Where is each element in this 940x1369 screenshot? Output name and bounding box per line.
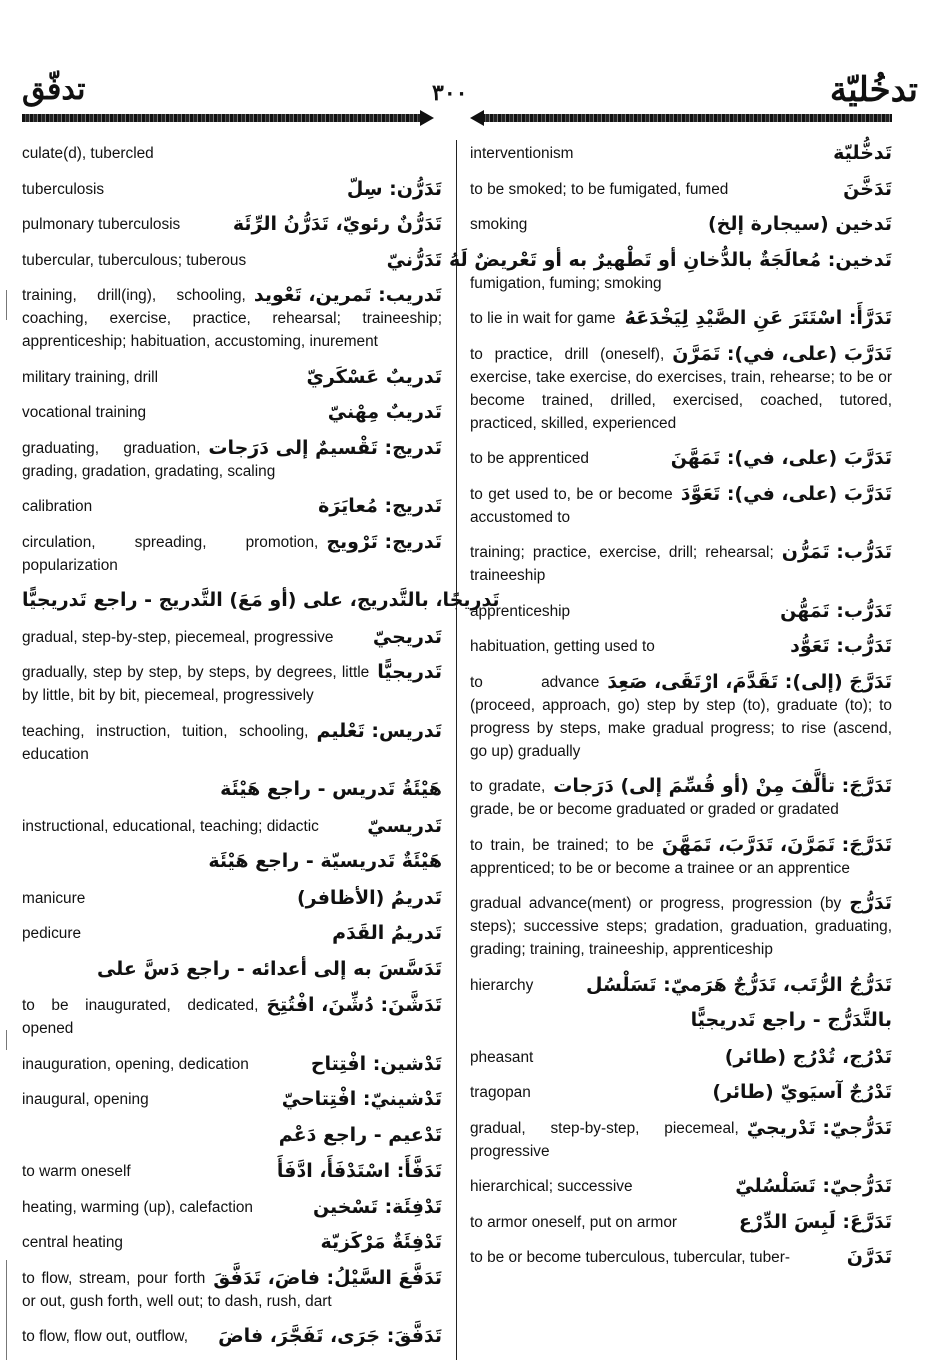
arabic-headword: تَدْفِئَة: تَسْخين: [312, 1195, 442, 1218]
dictionary-entry: [470, 892, 892, 961]
english-definition: to be apprenticed: [470, 450, 589, 467]
arabic-headword: تَدَرَّبَ (على، في): تَمَرَّنَ: [672, 342, 892, 365]
english-definition: to flow, stream, pour forth or out, gush forth, well out; to dash, rush, dart: [22, 1269, 332, 1310]
arabic-headword: هَيْئَةُ تَدريس - راجع هَيْئَة: [220, 778, 442, 800]
dictionary-entry: [22, 778, 442, 802]
dictionary-entry: [22, 994, 442, 1040]
dictionary-entry: [470, 1046, 892, 1069]
arabic-headword: تَدْشينيّ: افْتِتاحيّ: [281, 1088, 442, 1110]
dictionary-entry: [470, 671, 892, 763]
english-definition: inaugural, opening: [22, 1091, 149, 1108]
dictionary-entry: [22, 142, 442, 165]
dictionary-entry: [470, 213, 892, 236]
dictionary-entry: [470, 635, 892, 658]
dictionary-entry: [448, 248, 892, 295]
dictionary-entry: [22, 815, 442, 838]
dictionary-entry: [22, 366, 442, 389]
page-header: [0, 70, 940, 115]
english-definition: circulation, spreading, promotion, popularization: [22, 533, 319, 574]
dictionary-entry: [22, 1267, 442, 1313]
dictionary-entry: [470, 1246, 892, 1269]
dictionary-entry: [22, 1053, 442, 1076]
right-column: [448, 142, 892, 1282]
dictionary-entry: [22, 922, 442, 945]
arabic-headword: تَدَرُّجيّ: تَسَلْسُليّ: [735, 1175, 892, 1197]
english-definition: fumigation, fuming; smoking: [470, 274, 662, 292]
arabic-headword: تَدَرُّب: تَمَرُّن: [781, 541, 892, 563]
arabic-headword: تَدريسيّ: [367, 814, 442, 837]
dictionary-entry: [470, 974, 892, 997]
dictionary-entry: [22, 284, 442, 353]
arabic-headword: تَدَرُّب: تَمَهُّن: [780, 599, 892, 622]
dictionary-entry: [22, 661, 442, 707]
arabic-headword: تَدَرُّب: تَعَوُّد: [790, 635, 892, 657]
arabic-headword: تَدريس: تَعْليم: [316, 719, 442, 742]
arabic-headword: تَدَفَّعَ السَّيْلُ: فاضَ، تَدَفَّقَ: [213, 1266, 442, 1289]
dictionary-entry: [470, 1211, 892, 1234]
arabic-headword: تَدَرُّج: [849, 892, 892, 914]
arabic-headword: تَدريجيّ: [372, 625, 442, 648]
dictionary-entry: [22, 249, 442, 272]
arabic-headword: تَدريمُ (الأظافر): [296, 886, 442, 909]
english-definition: to be smoked; to be fumigated, fumed: [470, 180, 729, 198]
margin-mark: [6, 1260, 7, 1360]
right-guide-word: تدخُليّة: [829, 70, 918, 110]
english-definition: hierarchical; successive: [470, 1178, 633, 1195]
arabic-headword: تَدَرَّجَ: تألَّفَ مِنْ (أو قُسِّمَ إلى) دَرَجات: [553, 775, 892, 797]
arabic-headword: تَدْرُج، تُدْرُج (طائر): [724, 1045, 892, 1068]
english-definition: to flow, flow out, outflow,: [22, 1328, 188, 1345]
dictionary-entry: [470, 1009, 892, 1033]
dictionary-entry: [470, 178, 892, 201]
english-definition: gradually, step by step, by steps, by degrees, little by little, bit by bit, piecemeal, progressively: [22, 664, 370, 704]
dictionary-entry: [470, 307, 892, 330]
arabic-headword: تَدَرُّجُ الرُّتَب، تَدَرُّجٌ هَرَميّ: تَسَلْسُل: [586, 973, 892, 996]
dictionary-entry: [470, 343, 892, 435]
arabic-headword: تَدَفَّقَ: جَرَى، تَفَجَّرَ، فاضَ: [218, 1325, 442, 1347]
english-definition: gradual, step-by-step, piecemeal, progressive: [470, 1119, 739, 1160]
english-definition: to practice, drill (oneself), exercise, take exercise, do exercises, train, rehearse; to be or become trained, drilled, exercised, coached, tutored, practiced, skilled, experienced: [470, 345, 892, 432]
english-definition: tubercular, tuberculous; tuberous: [22, 251, 247, 269]
arabic-headword: تَدَرَّجَ: تَمَرَّنَ، تَدَرَّبَ، تَمَهَّنَ: [661, 833, 892, 856]
dictionary-entry: [22, 626, 442, 649]
arabic-headword: تَدَرُّجيّ: تَدْريجيّ: [746, 1116, 892, 1139]
dictionary-entry: [22, 178, 442, 201]
english-definition: smoking: [470, 216, 528, 233]
arabic-headword: تَدريبٌ عَسْكَريّ: [306, 365, 442, 388]
english-definition: to warm oneself: [22, 1163, 131, 1180]
english-definition: to armor oneself, put on armor: [470, 1213, 678, 1231]
arabic-headword: تَدَرَّأَ: اسْتَتَرَ عَنِ الصَّيْدِ لِيَخْدَعَهُ: [624, 307, 892, 329]
english-definition: graduating, graduation, grading, gradation, gradating, scaling: [22, 439, 276, 480]
arabic-headword: تَدَرَّعَ: لَبِسَ الدِّرْع: [738, 1210, 892, 1233]
arabic-headword: تَدَرَّنَ: [846, 1246, 892, 1268]
english-definition: pheasant: [470, 1048, 534, 1066]
arabic-headword: تَدَرَّبَ (على، في): تَمَهَّنَ: [670, 447, 892, 469]
english-definition: vocational training: [22, 404, 147, 421]
dictionary-entry: [470, 483, 892, 529]
english-definition: instructional, educational, teaching; didactic: [22, 817, 319, 835]
dictionary-entry: [470, 834, 892, 880]
english-definition: to be or become tuberculous, tubercular, tuber-: [470, 1249, 790, 1266]
english-definition: to get used to, be or become accustomed to: [470, 485, 673, 526]
dictionary-entry: [22, 958, 442, 982]
dictionary-entry: [22, 437, 442, 483]
dictionary-entry: [22, 495, 442, 518]
dictionary-entry: [22, 1196, 442, 1219]
arabic-headword: تَدْرُجٌ آسيَويّ (طائر): [712, 1081, 892, 1103]
left-guide-word: تدفّق: [22, 72, 86, 107]
english-definition: gradual, step-by-step, piecemeal, progressive: [22, 628, 334, 646]
arabic-headword: تَدَرُّن: سِلّ: [346, 177, 442, 200]
english-definition: habituation, getting used to: [470, 638, 655, 655]
english-definition: tragopan: [470, 1084, 531, 1101]
dictionary-entry: [22, 213, 442, 236]
english-definition: to advance (proceed, approach, go) step by step (to), graduate (to); to progress by steps, make gradual progress; to rise (ascend, go up) gradually: [470, 673, 892, 760]
english-definition: calibration: [22, 498, 93, 515]
english-definition: to gradate, grade, be or become graduated or graded or gradated: [470, 778, 839, 818]
arabic-headword: تَدريجًا، بالتَّدريج، على (أو مَعَ) التَّدريج - راجع تَدريجيًّا: [22, 589, 500, 611]
english-definition: to lie in wait for game: [470, 310, 616, 327]
english-definition: hierarchy: [470, 976, 534, 994]
dictionary-entry: [470, 775, 892, 821]
dictionary-entry: [470, 541, 892, 587]
arabic-headword: تَدَشَّنَ: دُشِّنَ، افْتُتِحَ: [266, 994, 442, 1016]
english-definition: heating, warming (up), calefaction: [22, 1198, 253, 1216]
english-definition: tuberculosis: [22, 180, 105, 198]
arabic-headword: تَدريبٌ مِهْنيّ: [327, 401, 442, 423]
english-definition: culate(d), tubercled: [22, 145, 154, 162]
dictionary-entry: [22, 1325, 442, 1348]
arabic-headword: تَدريب: تَمرين، تَعْويد: [253, 284, 442, 306]
margin-mark: [6, 290, 7, 320]
dictionary-entry: [22, 1124, 442, 1148]
page-number: ٣٠٠: [432, 80, 468, 106]
arabic-headword: تَدْشين: افْتِتاح: [310, 1052, 442, 1075]
english-definition: pedicure: [22, 925, 82, 942]
arabic-headword: تَدَرَّبَ (على، في): تَعَوَّدَ: [680, 482, 892, 505]
dictionary-entry: [22, 531, 442, 577]
arabic-headword: هَيْئَةٌ تَدريسيّة - راجع هَيْئَة: [208, 850, 442, 872]
dictionary-entry: [470, 1117, 892, 1163]
arabic-headword: تَدريمُ القَدَم: [332, 922, 442, 944]
arabic-headword: تَدَسَّسَ به إلى أعدائه - راجع دَسَّ على: [96, 957, 442, 980]
english-definition: apprenticeship: [470, 602, 571, 620]
arabic-headword: تَدْعيم - راجع دَعْم: [278, 1123, 442, 1146]
dictionary-entry: [22, 850, 442, 874]
english-definition: gradual advance(ment) or progress, progression (by steps); successive steps; gradation, graduation, graduating, grading; training, traineeship, apprenticeship: [470, 895, 892, 958]
arabic-headword: تَدَرُّنيّ: [386, 248, 442, 271]
english-definition: inauguration, opening, dedication: [22, 1055, 249, 1073]
english-definition: interventionism: [470, 145, 574, 162]
arabic-headword: تَدَفَّأَ: اسْتَدْفَأَ، ادَّفَأَ: [276, 1160, 442, 1182]
dictionary-entry: [470, 142, 892, 165]
arabic-headword: تَدَرَّجَ (إلى): تَقَدَّمَ، ارْتَقَى، صَعِدَ: [607, 670, 892, 693]
header-rule-right: [482, 112, 892, 124]
english-definition: central heating: [22, 1234, 123, 1251]
dictionary-entry: [22, 1088, 442, 1111]
dictionary-entry: [22, 720, 442, 766]
english-definition: to be inaugurated, dedicated, opened: [22, 997, 259, 1037]
margin-mark: [6, 1030, 7, 1050]
arabic-headword: بالتَّدَرُّج - راجع تَدريجيًّا: [690, 1009, 892, 1031]
header-rule-left: [22, 112, 422, 124]
arabic-headword: تَدخُّليّة: [833, 142, 892, 164]
arabic-headword: تَدريج: مُعايَرَة: [318, 495, 442, 517]
english-definition: training; practice, exercise, drill; rehearsal; traineeship: [470, 544, 774, 584]
english-definition: military training, drill: [22, 368, 158, 386]
arabic-headword: تَدريج: تَرْويج: [326, 530, 442, 553]
arabic-headword: تَدريج: تَقْسيمٌ إلى دَرَجات: [208, 436, 442, 459]
dictionary-entry: [22, 887, 442, 910]
arabic-headword: تَدَخَّنَ: [843, 177, 892, 200]
dictionary-entry: [470, 1081, 892, 1104]
dictionary-entry: [470, 600, 892, 623]
dictionary-entry: [22, 1160, 442, 1183]
english-definition: training, drill(ing), schooling, coaching, exercise, practice, rehearsal; traineeship; apprenticeship; habituation, accustoming, inurement: [22, 287, 442, 350]
english-definition: pulmonary tuberculosis: [22, 216, 181, 233]
arabic-headword: تَدريجيًّا: [377, 661, 442, 683]
arabic-headword: تَدْفِئَةٌ مَرْكَزيّة: [320, 1231, 442, 1253]
english-definition: teaching, instruction, tuition, schooling, education: [22, 722, 309, 763]
english-definition: manicure: [22, 889, 86, 907]
arabic-headword: تَدخين (سيجارة إلخ): [707, 213, 892, 235]
english-definition: to train, be trained; to be apprenticed; to be or become a trainee or an apprentice: [470, 836, 850, 877]
dictionary-entry: [22, 401, 442, 424]
column-divider: [456, 140, 457, 1360]
arabic-headword: تَدخين: مُعالَجَةٌ بالدُّخانِ أو تَطْهيرٌ به أو تَعْريضٌ لَهُ: [448, 248, 892, 271]
arabic-headword: تَدَرُّنٌ رئويّ، تَدَرُّنُ الرِّئَة: [232, 213, 442, 235]
dictionary-entry: [470, 1175, 892, 1198]
dictionary-entry: [22, 589, 500, 613]
dictionary-entry: [470, 447, 892, 470]
dictionary-entry: [22, 1231, 442, 1254]
